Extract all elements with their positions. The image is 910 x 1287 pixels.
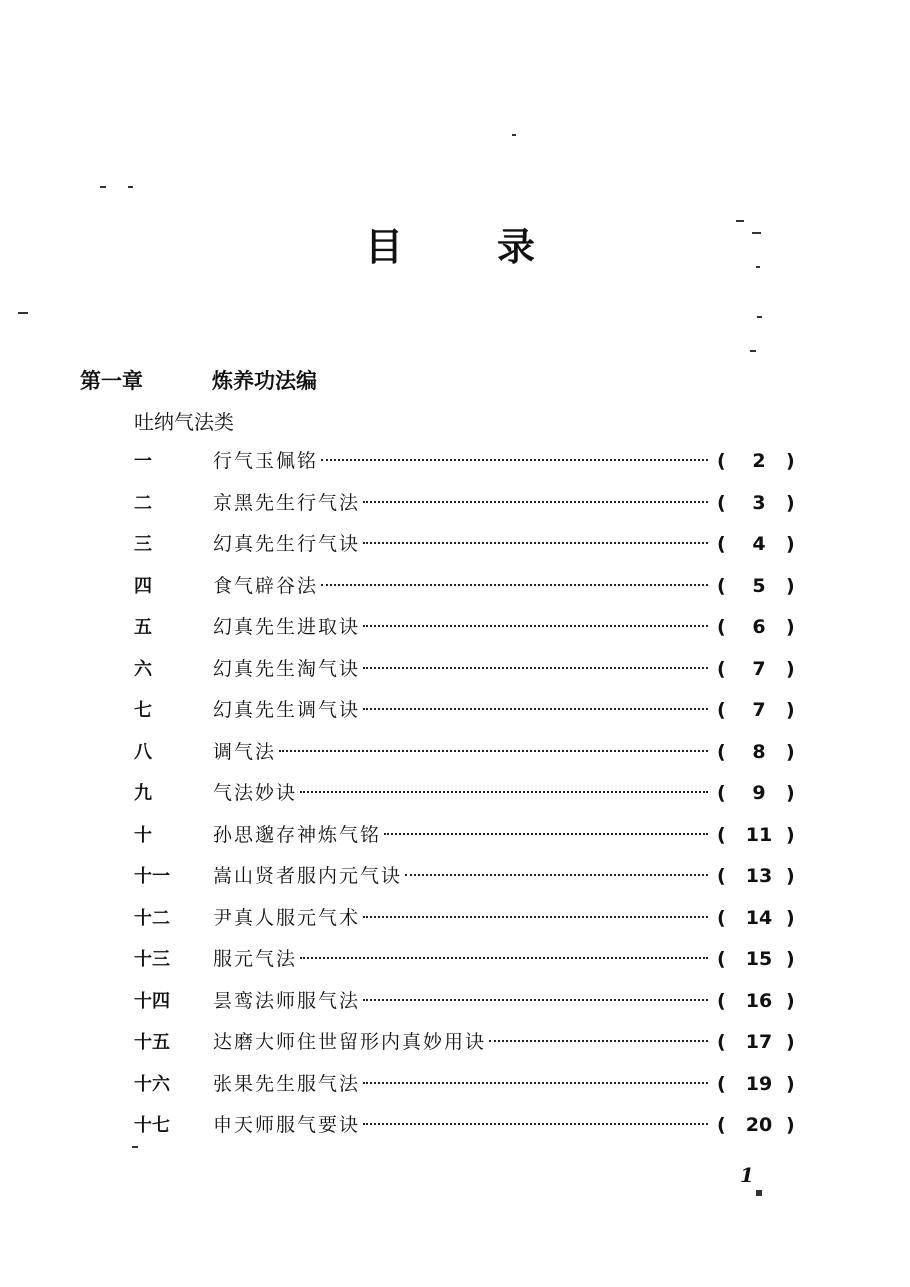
dot-leader bbox=[363, 501, 708, 503]
page-paren-open: ( bbox=[717, 450, 726, 472]
toc-entry-number: 十一 bbox=[134, 866, 170, 887]
page-paren-open: ( bbox=[717, 1031, 726, 1053]
toc-entry-title: 行气玉佩铭 bbox=[213, 450, 319, 472]
toc-entry-page: 17 bbox=[745, 1031, 773, 1053]
toc-entry-title-wrap bbox=[213, 566, 708, 608]
dot-leader bbox=[405, 874, 708, 876]
toc-entry-number: 十三 bbox=[134, 949, 170, 970]
dot-leader bbox=[321, 584, 708, 586]
dot-leader bbox=[363, 916, 708, 918]
toc-entry-page: 9 bbox=[752, 782, 766, 804]
scan-speck bbox=[100, 186, 106, 188]
dot-leader bbox=[300, 791, 708, 793]
page-paren-close: ) bbox=[786, 533, 795, 555]
toc-entry bbox=[0, 566, 910, 608]
page-paren-close: ) bbox=[786, 989, 795, 1012]
dot-leader bbox=[300, 957, 708, 959]
scan-speck bbox=[128, 186, 133, 188]
page-paren-open: ( bbox=[717, 657, 726, 680]
toc-entry-page: 2 bbox=[752, 450, 766, 472]
toc-entry-title-wrap bbox=[213, 981, 708, 1023]
page-paren-close: ) bbox=[786, 906, 795, 929]
page-paren-open: ( bbox=[717, 1072, 726, 1095]
toc-entry-title-wrap bbox=[213, 483, 708, 525]
toc-entry-title: 食气辟谷法 bbox=[213, 574, 319, 597]
page-paren-open: ( bbox=[717, 782, 726, 804]
dot-leader bbox=[363, 708, 708, 710]
toc-entry-title-wrap bbox=[213, 815, 708, 857]
toc-entry bbox=[0, 939, 910, 981]
toc-entry-title-wrap bbox=[213, 1022, 708, 1064]
toc-entry-title: 气法妙诀 bbox=[213, 782, 298, 804]
toc-entry-page: 3 bbox=[752, 491, 766, 514]
scan-speck bbox=[18, 312, 28, 314]
page-title bbox=[365, 222, 535, 272]
toc-entry-number: 五 bbox=[134, 617, 152, 638]
page-paren-close: ) bbox=[786, 1031, 795, 1053]
page-paren-open: ( bbox=[717, 948, 726, 970]
dot-leader bbox=[363, 667, 708, 669]
toc-entry-page: 4 bbox=[752, 533, 766, 555]
toc-entry bbox=[0, 732, 910, 774]
dot-leader bbox=[321, 459, 708, 461]
toc-entry-title-wrap bbox=[213, 1064, 708, 1106]
page-paren-open: ( bbox=[717, 699, 726, 721]
toc-entry-title: 服元气法 bbox=[213, 948, 298, 970]
page-paren-open: ( bbox=[717, 989, 726, 1012]
chapter-number: 第一章 bbox=[80, 369, 143, 393]
toc-entry bbox=[0, 1064, 910, 1106]
toc-entry-title: 申天师服气要诀 bbox=[213, 1114, 361, 1136]
toc-entry-page: 5 bbox=[752, 574, 766, 597]
page-paren-close: ) bbox=[786, 948, 795, 970]
toc-entry-title: 调气法 bbox=[213, 740, 277, 763]
toc-entry bbox=[0, 483, 910, 525]
toc-entry-title-wrap bbox=[213, 773, 708, 815]
toc-entry-title-wrap bbox=[213, 856, 708, 898]
toc-entry-title: 幻真先生调气诀 bbox=[213, 699, 361, 721]
toc-entry-number: 十二 bbox=[134, 907, 170, 929]
toc-entry-page: 7 bbox=[752, 657, 766, 680]
toc-entry-title: 达磨大师住世留形内真妙用诀 bbox=[213, 1031, 487, 1053]
scan-speck bbox=[750, 350, 756, 352]
toc-entry-number: 十六 bbox=[134, 1073, 170, 1095]
toc-entry bbox=[0, 441, 910, 483]
toc-entry-page: 15 bbox=[745, 948, 773, 970]
toc-entry bbox=[0, 524, 910, 566]
page-paren-close: ) bbox=[786, 699, 795, 721]
toc-entry-page: 13 bbox=[745, 865, 773, 887]
toc-entry-page: 19 bbox=[745, 1072, 773, 1095]
toc-entry-title-wrap bbox=[213, 649, 708, 691]
toc-entry-title: 尹真人服元气术 bbox=[213, 906, 361, 929]
toc-entry-page: 14 bbox=[745, 906, 773, 929]
toc-entry-number: 八 bbox=[134, 741, 152, 763]
toc-entry-number: 七 bbox=[134, 700, 152, 721]
toc-entry-title-wrap bbox=[213, 441, 708, 483]
toc-entry-title: 幻真先生行气诀 bbox=[213, 533, 361, 555]
page-paren-close: ) bbox=[786, 450, 795, 472]
section-heading: 吐纳气法类 bbox=[134, 410, 234, 434]
page-paren-close: ) bbox=[786, 1114, 795, 1136]
toc-entry-title: 幻真先生进取诀 bbox=[213, 616, 361, 638]
toc-entry-title: 张果先生服气法 bbox=[213, 1072, 361, 1095]
dot-leader bbox=[363, 1123, 708, 1125]
page-paren-open: ( bbox=[717, 823, 726, 846]
toc-entry bbox=[0, 607, 910, 649]
toc-entry bbox=[0, 815, 910, 857]
dot-leader bbox=[363, 999, 708, 1001]
page-paren-close: ) bbox=[786, 823, 795, 846]
scan-speck bbox=[757, 316, 762, 318]
scan-speck bbox=[132, 1146, 138, 1148]
toc-entry-title: 幻真先生淘气诀 bbox=[213, 657, 361, 680]
toc-entry-page: 6 bbox=[752, 616, 766, 638]
page-paren-open: ( bbox=[717, 1114, 726, 1136]
toc-entry-title: 昙鸾法师服气法 bbox=[213, 989, 361, 1012]
chapter-name: 炼养功法编 bbox=[212, 369, 317, 393]
page-paren-close: ) bbox=[786, 865, 795, 887]
page-paren-close: ) bbox=[786, 574, 795, 597]
toc-entry-number: 十五 bbox=[134, 1032, 170, 1053]
toc-entry-title-wrap bbox=[213, 524, 708, 566]
page-folio: 1 bbox=[740, 1163, 754, 1187]
toc-entry-page: 11 bbox=[745, 823, 773, 846]
toc-entry-title-wrap bbox=[213, 898, 708, 940]
page-paren-close: ) bbox=[786, 491, 795, 514]
toc-entry bbox=[0, 1105, 910, 1147]
toc-entry bbox=[0, 856, 910, 898]
page-paren-close: ) bbox=[786, 740, 795, 763]
toc-entry bbox=[0, 898, 910, 940]
toc-entry-number: 二 bbox=[134, 492, 152, 514]
page-paren-open: ( bbox=[717, 533, 726, 555]
scan-speck bbox=[736, 220, 744, 222]
toc-entry bbox=[0, 981, 910, 1023]
toc-entry bbox=[0, 649, 910, 691]
page-title-char-2: 录 bbox=[496, 225, 535, 269]
page-paren-open: ( bbox=[717, 740, 726, 763]
dot-leader bbox=[363, 542, 708, 544]
toc-entry-page: 16 bbox=[745, 989, 773, 1012]
toc-entry-title: 嵩山贤者服内元气诀 bbox=[213, 865, 403, 887]
toc-entry-page: 7 bbox=[752, 699, 766, 721]
dot-leader bbox=[384, 833, 708, 835]
toc-entry-number: 九 bbox=[134, 783, 152, 804]
toc-entry bbox=[0, 690, 910, 732]
toc-entry-title-wrap bbox=[213, 732, 708, 774]
scan-speck bbox=[756, 1190, 762, 1196]
toc-entry-number: 一 bbox=[134, 451, 152, 472]
dot-leader bbox=[489, 1040, 708, 1042]
toc-entry-title-wrap bbox=[213, 607, 708, 649]
dot-leader bbox=[363, 1082, 708, 1084]
page-paren-close: ) bbox=[786, 657, 795, 680]
toc-entry bbox=[0, 1022, 910, 1064]
page-paren-open: ( bbox=[717, 574, 726, 597]
toc-entry-number: 十 bbox=[134, 824, 152, 846]
page-paren-close: ) bbox=[786, 782, 795, 804]
toc-entry-number: 十四 bbox=[134, 990, 170, 1012]
toc-entry bbox=[0, 773, 910, 815]
toc-entry-title-wrap bbox=[213, 939, 708, 981]
toc-entry-number: 四 bbox=[134, 575, 152, 597]
page-paren-open: ( bbox=[717, 906, 726, 929]
page-paren-open: ( bbox=[717, 616, 726, 638]
toc-entry-page: 8 bbox=[752, 740, 766, 763]
page-paren-close: ) bbox=[786, 616, 795, 638]
page-title-char-1: 目 bbox=[365, 225, 404, 269]
toc-entry-number: 十七 bbox=[134, 1115, 170, 1136]
toc-entry-title: 孙思邈存神炼气铭 bbox=[213, 823, 382, 846]
toc-entry-number: 三 bbox=[134, 534, 152, 555]
page-paren-open: ( bbox=[717, 865, 726, 887]
dot-leader bbox=[363, 625, 708, 627]
page-paren-open: ( bbox=[717, 491, 726, 514]
dot-leader bbox=[279, 750, 708, 752]
toc-entry-page: 20 bbox=[745, 1114, 773, 1136]
page-paren-close: ) bbox=[786, 1072, 795, 1095]
scan-speck bbox=[756, 266, 760, 268]
toc-entry-title: 京黑先生行气法 bbox=[213, 491, 361, 514]
toc-entry-title-wrap bbox=[213, 1105, 708, 1147]
scan-speck bbox=[752, 232, 761, 234]
toc-entry-number: 六 bbox=[134, 658, 152, 680]
scan-speck bbox=[512, 134, 516, 136]
toc-entry-title-wrap bbox=[213, 690, 708, 732]
